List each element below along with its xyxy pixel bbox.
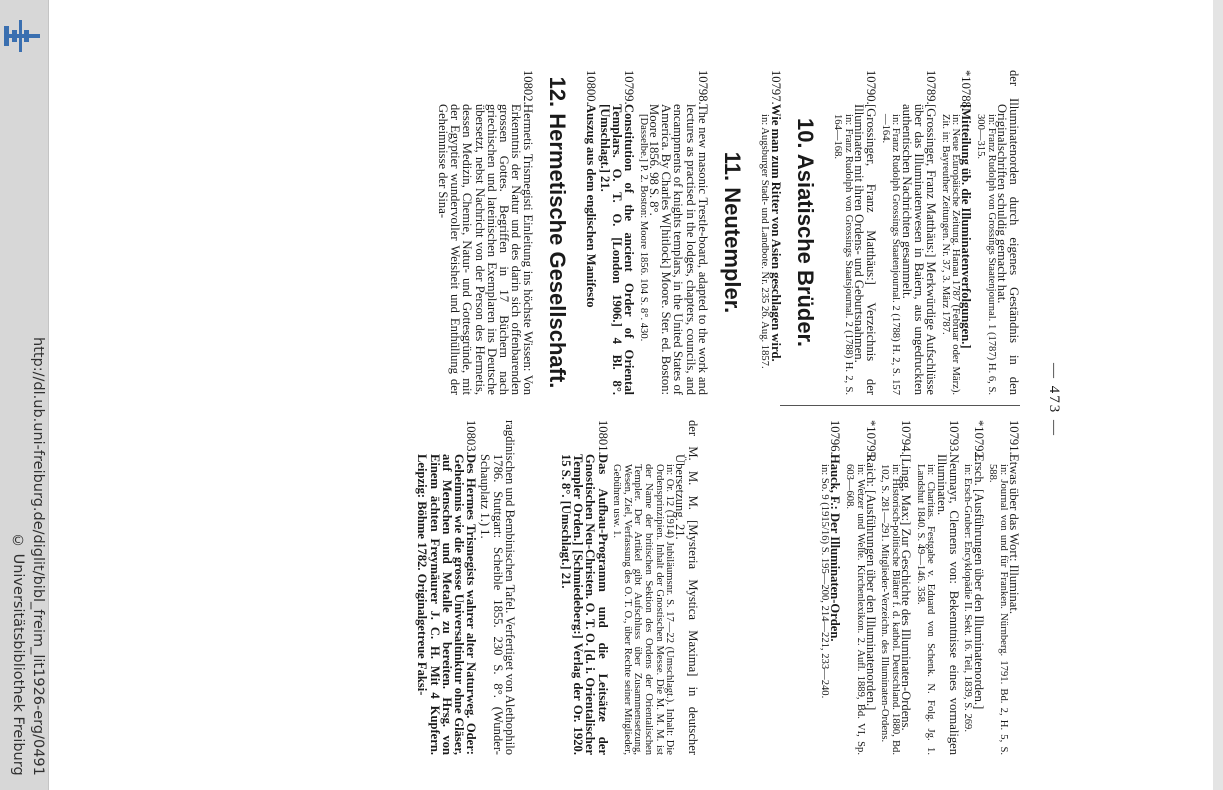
entry-text: Etwas über das Wort: Illuminat. xyxy=(1007,454,1021,614)
bib-entry xyxy=(437,70,535,395)
entry-source: [Dasselbe.] P. 2. Boston: Moore 1856. 104 S. 8°. 430. xyxy=(637,114,649,342)
entry-text: Auszug aus dem englischen Manifesto xyxy=(583,104,598,308)
source-url[interactable]: http://dl.ub.uni-freiburg.de/diglit/bibl_freim_lit1926-erg/0491 xyxy=(30,337,46,776)
right-column xyxy=(414,420,1020,755)
bib-entry xyxy=(584,70,596,395)
bib-entry xyxy=(832,70,878,395)
section-heading-hermetische: 12. Hermetische Gesellschaft. xyxy=(545,76,571,389)
copyright-notice: © Universitätsbibliothek Freiburg xyxy=(10,533,26,776)
bib-entry xyxy=(819,420,842,755)
entry-source: in: Or. 12 (1914) Jubiläumsnr. S. 17—22 (Umschlagt.). Inhalt: Die Ordensprinzipien. Inhalt der Gnostischen Messe. Die M. M. M. ist der Name der britischen Sektion des Ordens der Orientalischen Templer. Der Artikel gibt Aufschluss über Zusammensetzung, Wesen, Ziel, Verfassung des O. T. O., über Rechte seiner Mitglieder, Gebühren usw. 1. xyxy=(611,464,676,755)
entry-text: Des Hermes Trismegists wahrer alter Naturweg. Oder: Geheimnis wie die grosse Universaltinktur ohne Gläser, auf Menschen und Metalle zu bereiten. Hrsg. von Einem ächten Freymäurer J. C. H. Mit 4 Kupfern. Leipzig: Böhme 1782. Originalgetreue Faksi- xyxy=(415,454,479,755)
entry-number: 10793. xyxy=(946,420,961,455)
entry-number: 10798. xyxy=(695,70,710,105)
bib-entry xyxy=(974,70,1020,395)
entry-text: ragdinischen und Bembinischen Tafel. Verfertiget von Alethophilo 1786. Stuttgart: Scheible 1855. 230 S. 8°. (Wunder-Schauplatz 1.) 1. xyxy=(478,420,517,755)
bib-entry xyxy=(879,70,937,395)
heading-spacer xyxy=(516,420,558,755)
entry-text: Raich: [Ausführungen über den Illuminatenorden.] xyxy=(863,454,878,711)
entry-number: 10797. xyxy=(768,70,783,105)
viewer-sidebar xyxy=(0,0,49,790)
bib-entry xyxy=(939,70,972,395)
entry-source: in: Historisch-politische Blätter f. d. kathol. Deutschland. 1880, Bd. 102, S. 281—291. Mitglieder-Verzeichn. des Illuminaten-Ordens. xyxy=(879,464,902,755)
entry-number: 10791. xyxy=(1007,420,1021,455)
bib-entry xyxy=(759,70,782,395)
entry-text: [Grossinger, Franz Matthäus:] Merkwürdige Aufschlüsse über das Illuminatenwesen in Baiern, aus ungedruckten authentischen Nachrichten gesammelt. xyxy=(899,104,939,395)
entry-source: in: Charitas. Festgabe v. Eduard von Schenk. N. Folg. Jg. 1. Landshut 1840. S. 49—146. 358. xyxy=(914,464,937,755)
entry-number: 10796. xyxy=(828,420,843,455)
bib-entry xyxy=(416,420,477,755)
entry-number: 10794. xyxy=(899,420,914,455)
entry-source: in: Neue Europäische Zeitung. Hanau 1787 (Februar oder März). Zit. in: Bayreuther Zeitungen. Nr. 37, 3. März 1787. xyxy=(939,114,962,395)
left-column xyxy=(435,70,1020,395)
bib-entry xyxy=(879,420,912,755)
entry-text: Neumayr, Clemens von: Bekenntnisse eines vormaligen Illuminaten. xyxy=(934,454,961,755)
entry-text: Hauck, F.: Der Illuminaten-Orden. xyxy=(828,454,843,642)
bib-entry xyxy=(962,420,985,755)
entry-text: [Grossinger, Franz Matthäus:] Verzeichnis der Illuminaten mit ihren Ordens- und Geburtsnahmen. xyxy=(852,104,879,395)
bib-entry xyxy=(843,420,876,755)
entry-source: in: Wetzer und Welte. Kirchenlexikon. 2. Aufl. 1889, Bd. VI, Sp. 603—608. xyxy=(844,464,866,755)
entry-source: in: Franz Rudolph von Grossings Staatenjournal. 1 (1787) H. 6, S. 300—315. xyxy=(975,114,997,395)
entry-source: in: Franz Rudolph von Grossings Staatsjournal. 2 (1788) H. 2, S. 164—168. xyxy=(832,114,854,395)
entry-text: der Illuminatenorden durch eigenes Geständnis in den Originalschriften schuldig gemacht hat. xyxy=(994,70,1021,395)
entry-text: Ersch. [Ausführungen über den Illuminatenorden.] xyxy=(971,454,986,710)
bib-entry xyxy=(914,420,960,755)
entry-number: 10803. xyxy=(464,420,479,455)
heading-spacer xyxy=(699,420,817,755)
bib-entry xyxy=(611,420,699,755)
scrollbar[interactable] xyxy=(1213,0,1223,790)
entry-text: Hermetis Trismegisti Einleitung ins höchste Wissen: Von Erkenntnis der Natur und des darin sich offenbarenden grossen Gottes. Begriffen in 17 Büchern nach griechischen und lateinischen Exemplaren ins Deutsche übersetzt, nebst Nachricht von der Person des Hermetis, dessen Medizin, Chemie, Natur- und Gottesgründe, mit der Egyptier wundervoller Weisheit und Enthüllung der Geheimnisse der Sina- xyxy=(435,104,536,395)
entry-number: *10792. xyxy=(971,420,986,461)
entry-number: 10789. xyxy=(924,70,939,105)
bib-entry xyxy=(479,420,516,755)
entry-source: in: Journal von und für Franken. Nürnberg. 1791. Bd. 2, H. 5, S. 588. xyxy=(987,464,1009,755)
entry-source: in: Franz Rudolph Grossings Staatenjournal. 2 (1788) H. 2, S. 157—164. xyxy=(879,114,902,395)
entry-source: in: Ersch-Gruber: Encyklopädie II. Sekt. 16. Teil, 1839, S. 269. xyxy=(962,464,974,732)
source-watermark xyxy=(0,0,48,790)
entry-source: in: Augsburger Stadt- und Landbote. Nr. 235 26. Aug. 1857. xyxy=(759,114,771,369)
bib-entry xyxy=(987,420,1020,755)
entry-number: 10800. xyxy=(583,70,598,105)
section-heading-asiatische: 10. Asiatische Brüder. xyxy=(792,117,818,348)
entry-number: *10788. xyxy=(959,70,974,111)
entry-text: Das Aufbau-Programm und die Leitsätze der Gnostischen Neu-Christen. O. T. O. [d. i. Orientalischer Templer Orden.] [Schmiedeberg:] Verlag der Or. 1920. 15 S. 8°. [Umschlagt.] 21. xyxy=(559,454,610,755)
column-divider xyxy=(780,405,1020,406)
entry-source: in: So. 9 (1915/16) S. 195—200, 214—221, 233—240. xyxy=(819,464,831,699)
entry-text: The new masonic Trestle-board, adapted to the work and lectures as practised in the lodges, chapters, councils, and encampments of knights templars, in the United States of America. By Charles W[hitlock] Moore. Ster. ed. Boston: Moore 1856. 98 S. 8°. xyxy=(647,104,710,395)
entry-text: Constitution of the ancient Order of Oriental Templars. O. T. O. [London 1906.] 4 Bl. 8°. [Umschlagt.] 21. xyxy=(597,104,637,395)
entry-number: 10799. xyxy=(622,70,637,105)
entry-number: *10795. xyxy=(863,420,878,461)
entry-text: [Lingg, Max:] Zur Geschichte des Illuminaten-Ordens. xyxy=(899,454,914,731)
bib-entry xyxy=(560,420,609,755)
entry-number: 10802. xyxy=(521,70,536,105)
entry-text: der M. M. M. [Mysteria Mystica Maxima] in deutscher Übersetzung. 21. xyxy=(673,420,700,755)
section-heading-neutempler: 11. Neutempler. xyxy=(719,151,745,314)
entry-text: Wie man zum Ritter von Asien geschlagen wird. xyxy=(768,104,783,362)
bib-entry xyxy=(637,70,709,395)
scanned-page xyxy=(80,60,1060,760)
entry-text: [Mitteilung üb. die Illuminatenverfolgungen.] xyxy=(959,104,974,349)
entry-number: 10801. xyxy=(595,420,610,455)
page-number: — 473 — xyxy=(1046,363,1062,437)
entry-number: 10790. xyxy=(864,70,879,105)
bib-entry xyxy=(599,70,636,395)
